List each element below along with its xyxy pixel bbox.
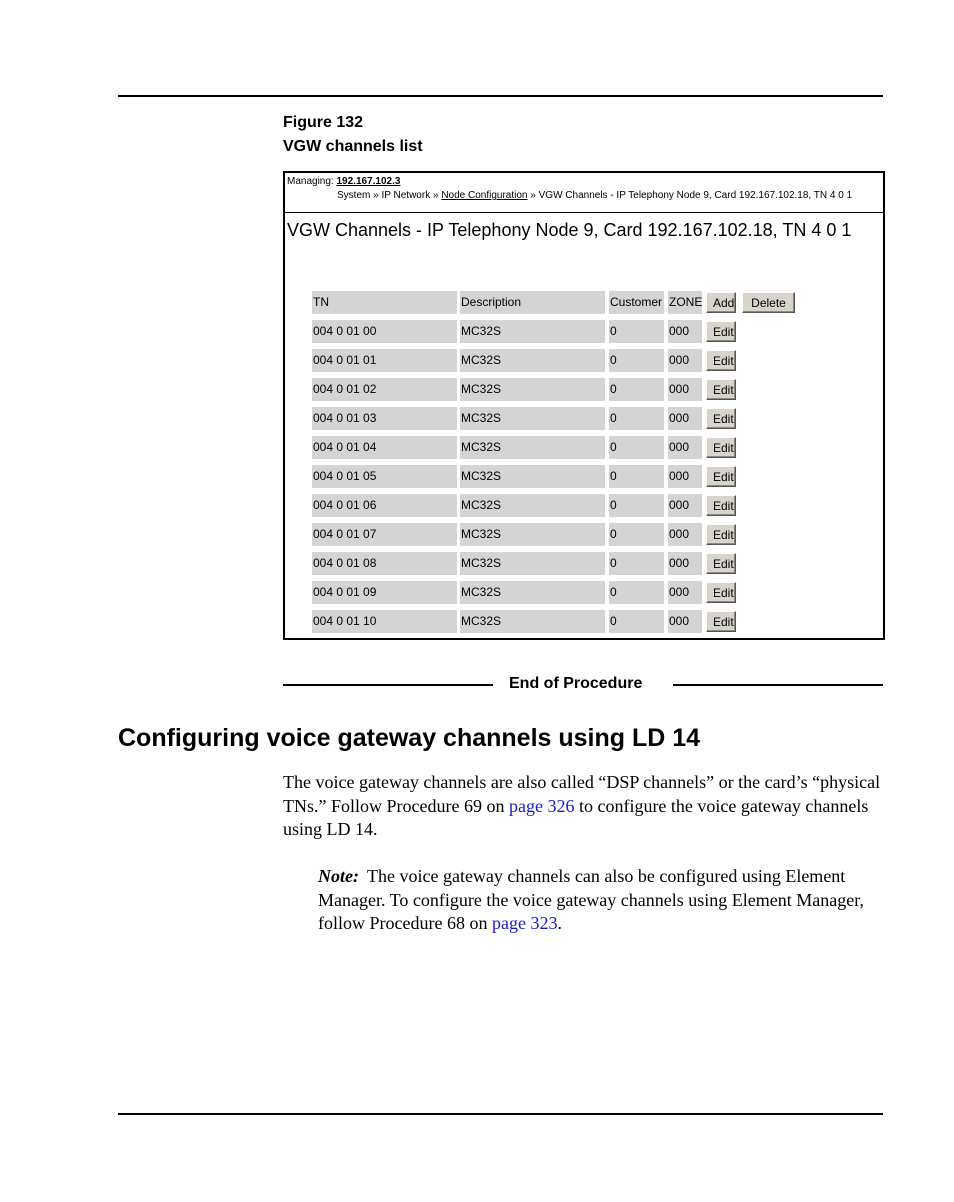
edit-button[interactable]: Edit — [706, 611, 736, 632]
cell-description: MC32S — [460, 407, 605, 430]
cell-tn: 004 0 01 03 — [312, 407, 457, 430]
cell-description: MC32S — [460, 552, 605, 575]
cell-customer: 0 — [609, 494, 664, 517]
cell-tn: 004 0 01 05 — [312, 465, 457, 488]
edit-button[interactable]: Edit — [706, 321, 736, 342]
breadcrumb-sep: » — [373, 190, 379, 201]
cell-tn: 004 0 01 09 — [312, 581, 457, 604]
add-button[interactable]: Add — [706, 292, 736, 313]
cell-zone: 000 — [668, 436, 702, 459]
edit-button[interactable]: Edit — [706, 553, 736, 574]
cell-tn: 004 0 01 10 — [312, 610, 457, 633]
cell-description: MC32S — [460, 436, 605, 459]
cell-tn: 004 0 01 04 — [312, 436, 457, 459]
end-of-procedure-rule-left — [283, 684, 493, 686]
cell-description: MC32S — [460, 523, 605, 546]
column-header-tn: TN — [312, 291, 457, 314]
cell-customer: 0 — [609, 552, 664, 575]
cell-customer: 0 — [609, 523, 664, 546]
cell-description: MC32S — [460, 610, 605, 633]
breadcrumb — [337, 190, 852, 201]
cell-tn: 004 0 01 00 — [312, 320, 457, 343]
delete-button[interactable]: Delete — [742, 292, 795, 313]
column-header-description: Description — [460, 291, 605, 314]
figure-number: Figure 132 — [283, 114, 364, 131]
figure-title: VGW channels list — [283, 138, 423, 155]
note-text: . — [557, 913, 562, 933]
cell-zone: 000 — [668, 378, 702, 401]
note-label: Note: — [318, 866, 359, 886]
header-rule — [118, 95, 883, 97]
screenshot-divider — [285, 212, 883, 213]
cell-customer: 0 — [609, 349, 664, 372]
vgw-page-title: VGW Channels - IP Telephony Node 9, Card 192.167.102.18, TN 4 0 1 — [287, 220, 852, 240]
cell-zone: 000 — [668, 320, 702, 343]
cell-description: MC32S — [460, 581, 605, 604]
breadcrumb-current: VGW Channels - IP Telephony Node 9, Card 192.167.102.18, TN 4 0 1 — [538, 190, 853, 201]
cell-tn: 004 0 01 08 — [312, 552, 457, 575]
cell-description: MC32S — [460, 378, 605, 401]
cell-zone: 000 — [668, 465, 702, 488]
edit-button[interactable]: Edit — [706, 437, 736, 458]
page-326-link[interactable]: page 326 — [508, 795, 575, 816]
cell-tn: 004 0 01 01 — [312, 349, 457, 372]
cell-customer: 0 — [609, 581, 664, 604]
breadcrumb-sep: » — [530, 190, 536, 201]
end-of-procedure: End of Procedure — [509, 675, 643, 692]
cell-zone: 000 — [668, 349, 702, 372]
cell-customer: 0 — [609, 320, 664, 343]
cell-customer: 0 — [609, 407, 664, 430]
cell-description: MC32S — [460, 494, 605, 517]
paragraph-text: The voice gateway channels are also called “DSP channels” or the card’s “physical TNs.” Follow Procedure 69 on — [283, 772, 881, 816]
cell-zone: 000 — [668, 523, 702, 546]
cell-tn: 004 0 01 02 — [312, 378, 457, 401]
breadcrumb-ip-network[interactable]: IP Network — [381, 190, 431, 201]
managing-ip-link[interactable]: 192.167.102.3 — [336, 176, 401, 187]
edit-button[interactable]: Edit — [706, 408, 736, 429]
column-header-customer: Customer — [609, 291, 664, 314]
cell-zone: 000 — [668, 610, 702, 633]
note-text: The voice gateway channels can also be configured using Element Manager. To configure the voice gateway channels using Element Manager, follow Procedure 68 on — [318, 866, 864, 933]
vgw-channels-screenshot — [283, 171, 885, 640]
cell-description: MC32S — [460, 320, 605, 343]
cell-customer: 0 — [609, 436, 664, 459]
edit-button[interactable]: Edit — [706, 495, 736, 516]
column-header-zone: ZONE — [668, 291, 702, 314]
managing-line — [287, 176, 400, 187]
managing-label: Managing: — [287, 176, 334, 187]
cell-zone: 000 — [668, 552, 702, 575]
breadcrumb-system[interactable]: System — [337, 190, 371, 201]
cell-customer: 0 — [609, 465, 664, 488]
cell-description: MC32S — [460, 465, 605, 488]
cell-customer: 0 — [609, 610, 664, 633]
footer-rule — [118, 1113, 883, 1115]
paragraph-text: to configure the voice gateway channels using LD 14. — [283, 795, 869, 839]
body-paragraph — [283, 771, 883, 842]
breadcrumb-sep: » — [432, 190, 439, 201]
edit-button[interactable]: Edit — [706, 350, 736, 371]
cell-zone: 000 — [668, 581, 702, 604]
edit-button[interactable]: Edit — [706, 582, 736, 603]
end-of-procedure-rule-right — [673, 684, 883, 686]
section-heading: Configuring voice gateway channels using LD 14 — [118, 724, 701, 752]
breadcrumb-node-configuration[interactable]: Node Configuration — [441, 190, 528, 201]
note-block — [318, 865, 883, 936]
cell-customer: 0 — [609, 378, 664, 401]
cell-zone: 000 — [668, 407, 702, 430]
cell-zone: 000 — [668, 494, 702, 517]
cell-tn: 004 0 01 06 — [312, 494, 457, 517]
edit-button[interactable]: Edit — [706, 524, 736, 545]
page-323-link[interactable]: page 323 — [491, 913, 558, 933]
cell-description: MC32S — [460, 349, 605, 372]
edit-button[interactable]: Edit — [706, 379, 736, 400]
cell-tn: 004 0 01 07 — [312, 523, 457, 546]
edit-button[interactable]: Edit — [706, 466, 736, 487]
